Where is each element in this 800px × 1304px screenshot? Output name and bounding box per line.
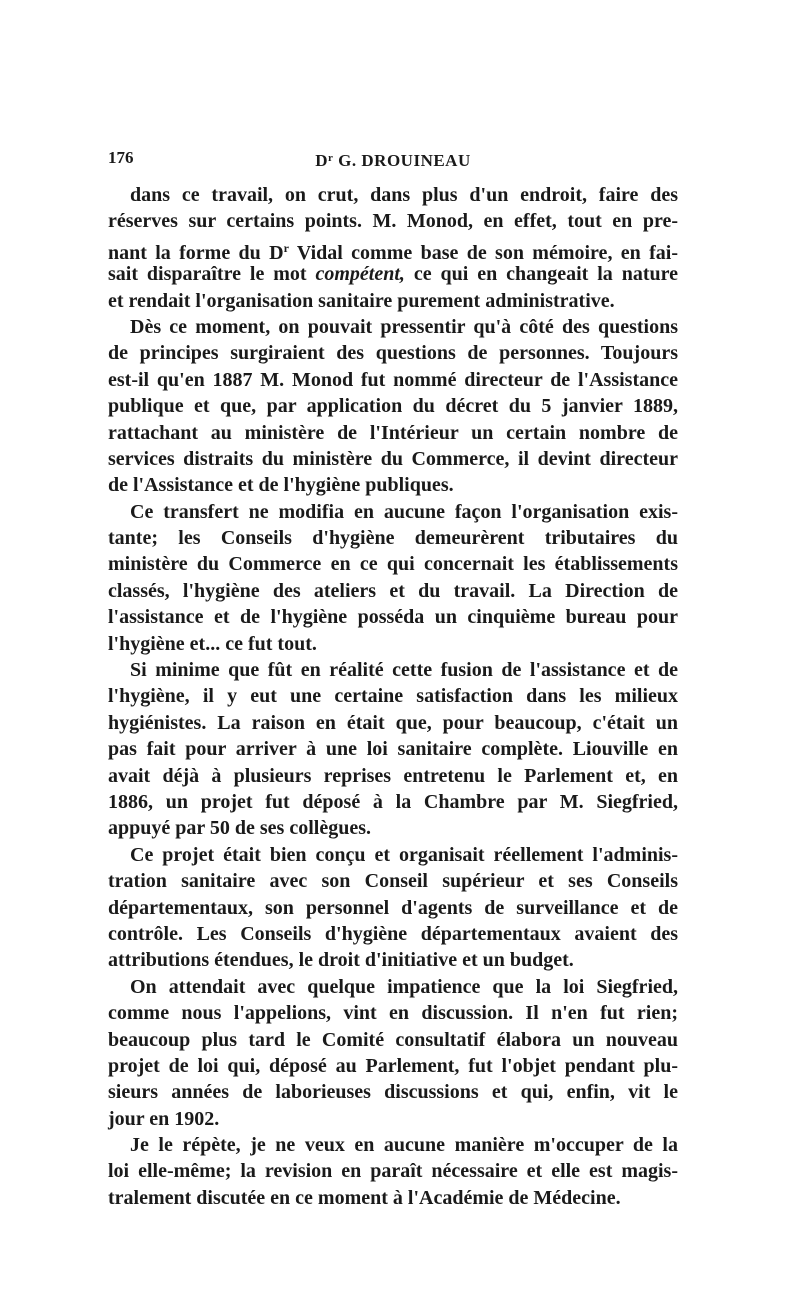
text-line: classés, l'hygiène des ateliers et du travail. La Direction de	[108, 579, 678, 602]
paragraph	[108, 842, 678, 974]
text-line: tration sanitaire avec son Conseil supérieur et ses Conseils	[108, 870, 678, 893]
text-line: comme nous l'appelions, vint en discussion. Il n'en fut rien;	[108, 1002, 678, 1025]
text-line: projet de loi qui, déposé au Parlement, fut l'objet pendant plu-	[108, 1054, 678, 1077]
text-line: sieurs années de laborieuses discussions et qui, enfin, vit le	[108, 1081, 678, 1104]
text-line	[108, 261, 678, 287]
superscript: r	[283, 240, 289, 255]
paragraph	[108, 1132, 678, 1211]
running-head	[108, 146, 678, 170]
italic-word: compétent,	[315, 263, 405, 286]
text-line	[108, 235, 678, 264]
text-line: attributions étendues, le droit d'initiative et un budget.	[108, 949, 574, 972]
text-segment: nant la forme du D	[108, 241, 284, 264]
text-line: et rendait l'organisation sanitaire purement administrative.	[108, 289, 615, 312]
text-line: hygiénistes. La raison en était que, pour beaucoup, c'était un	[108, 711, 678, 734]
paragraph	[108, 314, 678, 499]
paragraph	[108, 499, 678, 657]
text-line: l'assistance et de l'hygiène posséda un cinquième bureau pour	[108, 606, 678, 629]
paragraph	[108, 657, 678, 842]
paragraph	[108, 182, 678, 314]
text-line: services distraits du ministère du Commerce, il devint directeur	[108, 447, 678, 470]
running-title-superscript: r	[328, 152, 334, 164]
text-line: dans ce travail, on crut, dans plus d'un endroit, faire des	[130, 184, 678, 206]
running-title-prefix: D	[315, 151, 329, 170]
text-segment: Vidal comme base de son mémoire, en fai-	[288, 241, 678, 264]
text-line: Ce projet était bien conçu et organisait réellement l'adminis-	[130, 843, 678, 866]
text-line: Je le répète, je ne veux en aucune manière m'occuper de la	[130, 1134, 678, 1157]
text-line: tante; les Conseils d'hygiène demeurèrent tributaires du	[108, 527, 678, 550]
running-title	[108, 146, 678, 173]
text-line: réserves sur certains points. M. Monod, en effet, tout en pre-	[108, 210, 678, 233]
text-line: départementaux, son personnel d'agents de surveillance et de	[108, 896, 678, 919]
text-line: beaucoup plus tard le Comité consultatif élabora un nouveau	[108, 1028, 678, 1051]
text-line: l'hygiène et... ce fut tout.	[108, 632, 317, 655]
text-line: On attendait avec quelque impatience que la loi Siegfried,	[130, 975, 678, 998]
text-line: appuyé par 50 de ses collègues.	[108, 817, 371, 840]
text-line: jour en 1902.	[108, 1107, 220, 1130]
text-segment: sait disparaître le mot	[108, 263, 316, 286]
text-line: contrôle. Les Conseils d'hygiène départementaux avaient des	[108, 922, 678, 945]
text-line: est-il qu'en 1887 M. Monod fut nommé directeur de l'Assistance	[108, 368, 678, 391]
running-title-name: G. DROUINEAU	[333, 151, 471, 170]
text-line: Dès ce moment, on pouvait pressentir qu'à côté des questions	[130, 315, 678, 338]
text-line: de l'Assistance et de l'hygiène publiques.	[108, 474, 454, 497]
text-line: rattachant au ministère de l'Intérieur un certain nombre de	[108, 421, 678, 444]
text-line: publique et que, par application du décret du 5 janvier 1889,	[108, 395, 678, 418]
text-line: Si minime que fût en réalité cette fusion de l'assistance et de	[130, 659, 678, 682]
text-line: tralement discutée en ce moment à l'Académie de Médecine.	[108, 1186, 621, 1209]
text-line: Ce transfert ne modifia en aucune façon l'organisation exis-	[130, 500, 678, 523]
page-number: 176	[108, 148, 134, 167]
text-line: l'hygiène, il y eut une certaine satisfaction dans les milieux	[108, 685, 678, 708]
text-segment: ce qui en changeait la nature	[404, 263, 678, 286]
paragraph	[108, 974, 678, 1132]
text-line: pas fait pour arriver à une loi sanitaire complète. Liouville en	[108, 738, 678, 761]
text-line: 1886, un projet fut déposé à la Chambre par M. Siegfried,	[108, 790, 678, 813]
text-line: avait déjà à plusieurs reprises entretenu le Parlement et, en	[108, 764, 678, 787]
text-line: loi elle-même; la revision en paraît nécessaire et elle est magis-	[108, 1160, 678, 1183]
body-text	[108, 182, 678, 1211]
text-line: de principes surgiraient des questions de personnes. Toujours	[108, 342, 678, 365]
text-line: ministère du Commerce en ce qui concernait les établissements	[108, 553, 678, 576]
